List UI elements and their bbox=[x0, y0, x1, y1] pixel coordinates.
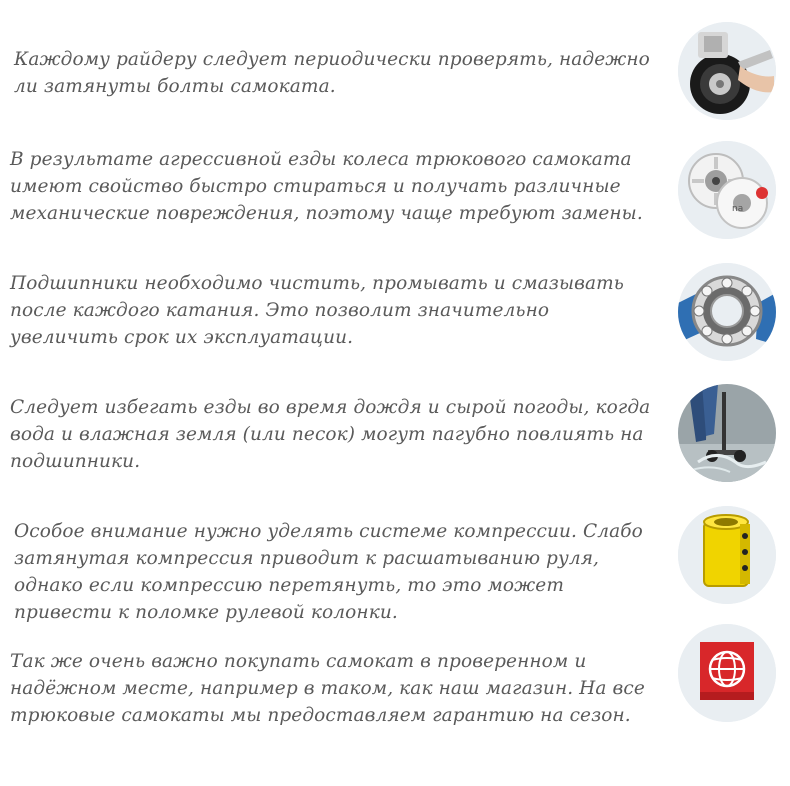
compression-clamp-icon bbox=[678, 506, 776, 604]
rain-ride-icon bbox=[678, 384, 776, 482]
bearing-icon bbox=[678, 263, 776, 361]
wheels-icon bbox=[678, 141, 776, 239]
tip-text: В результате агрессивной езды колеса трюкового самоката имеют свойство быстро стираться и получать различные механические повреждения, поэтому чаще требуют замены. bbox=[10, 149, 643, 224]
tip-text: Подшипники необходимо чистить, промывать и смазывать после каждого катания. Это позволит значительно увеличить срок их эксплуатации. bbox=[10, 273, 624, 348]
tip-text: Особое внимание нужно уделять системе компрессии. Слабо затянутая компрессия приводит к расшатыванию руля, однако если компрессию перетянуть, то это может привести к поломке рулевой колонки. bbox=[14, 521, 643, 623]
tip-text: Следует избегать езды во время дождя и сырой погоды, когда вода и влажная земля (или песок) могут пагубно повлиять на подшипники. bbox=[10, 397, 651, 472]
tip-text: Каждому райдеру следует периодически проверять, надежно ли затянуты болты самоката. bbox=[14, 49, 650, 97]
tip-text: Так же очень важно покупать самокат в проверенном и надёжном месте, например в таком, как наш магазин. На все трюковые самокаты мы предоставляем гарантию на сезон. bbox=[10, 651, 645, 726]
scooter-wheel-bolt-icon bbox=[678, 22, 776, 120]
wheel-logo-text: na bbox=[732, 204, 744, 214]
globe-badge-icon bbox=[678, 624, 776, 722]
